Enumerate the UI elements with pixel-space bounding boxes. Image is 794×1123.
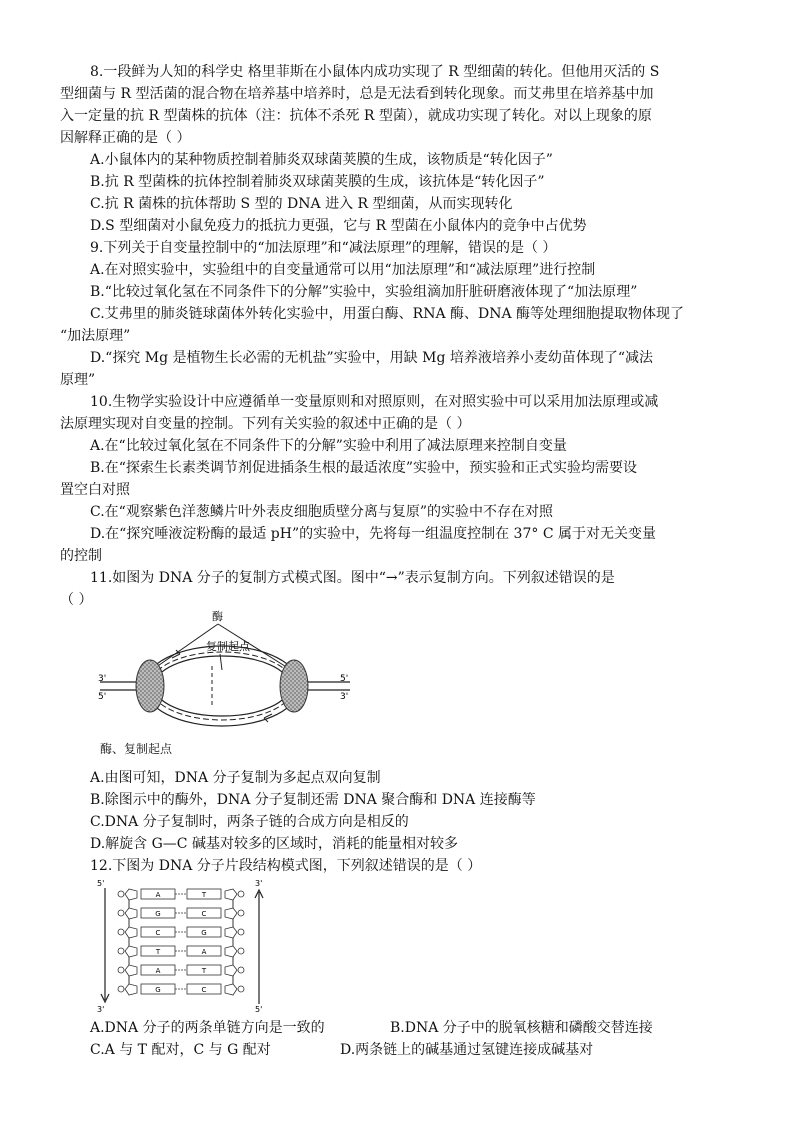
base-label-right: T: [201, 967, 207, 975]
q8-option-a: A.小鼠体内的某种物质控制着肺炎双球菌荚膜的生成，该物质是“转化因子”: [90, 152, 553, 168]
dna-structure-figure: [95, 878, 285, 1014]
phosphate-right: [238, 948, 244, 954]
phosphate-right: [238, 891, 244, 897]
origin-label: 复制起点: [206, 640, 250, 653]
figure-caption: 酶、复制起点: [100, 742, 173, 756]
label-bottom-right: 5': [255, 1005, 263, 1014]
q10-line-2: 法原理实现对自变量的控制。下列有关实验的叙述中正确的是（ ）: [60, 416, 471, 432]
q11-option-b: B.除图示中的酶外，DNA 分子复制还需 DNA 聚合酶和 DNA 连接酶等: [90, 792, 536, 808]
q12-option-c: C.A 与 T 配对，C 与 G 配对: [90, 1042, 271, 1058]
q12-option-b: B.DNA 分子中的脱氧核糖和磷酸交替连接: [390, 1020, 653, 1036]
phosphate-right: [238, 910, 244, 916]
base-label-right: C: [201, 910, 207, 918]
deoxyribose-left: [125, 984, 137, 995]
q8-option-b: B.抗 R 型菌株的抗体控制着肺炎双球菌荚膜的生成，该抗体是“转化因子”: [90, 174, 545, 190]
replication-bubble-innermost: [154, 656, 290, 716]
q11-stem: 11.如图为 DNA 分子的复制方式模式图。图中“→”表示复制方向。下列叙述错误的是: [90, 570, 615, 586]
q9-option-c: C.艾弗里的肺炎链球菌体外转化实验中，用蛋白酶、RNA 酶、DNA 酶等处理细胞提取物体现了: [90, 306, 685, 322]
q10-line-1: 10.生物学实验设计中应遵循单一变量原则和对照原则，在对照实验中可以采用加法原理或减: [90, 394, 659, 410]
replication-bubble-outer: [144, 646, 300, 726]
label-3prime-left: 3': [98, 674, 107, 684]
deoxyribose-left: [125, 965, 137, 976]
q10-option-c: C.在“观察紫色洋葱鳞片叶外表皮细胞质壁分离与复原”的实验中不存在对照: [90, 504, 553, 520]
q8-option-d: D.S 型细菌对小鼠免疫力的抵抗力更强，它与 R 型菌在小鼠体内的竞争中占优势: [90, 218, 587, 234]
base-label-left: T: [155, 948, 161, 956]
base-label-left: C: [155, 929, 161, 937]
deoxyribose-right: [225, 984, 237, 995]
label-3prime-right: 3': [340, 692, 349, 702]
base-label-right: G: [201, 929, 207, 937]
q8-line-4: 因解释正确的是（ ）: [60, 130, 191, 146]
q12-option-a: A.DNA 分子的两条单链方向是一致的: [90, 1020, 325, 1036]
phosphate-left: [118, 948, 124, 954]
deoxyribose-right: [225, 946, 237, 957]
q10-option-b: B.在“探索生长素类调节剂促进插条生根的最适浓度”实验中，预实验和正式实验均需要设: [90, 460, 638, 476]
q9-option-c-cont: “加法原理”: [60, 328, 131, 344]
q8-line-1: 8.一段鲜为人知的科学史 格里菲斯在小鼠体内成功实现了 R 型细菌的转化。但他用灭活的 S: [90, 64, 660, 80]
q10-option-b-cont: 置空白对照: [60, 482, 130, 498]
deoxyribose-left: [125, 889, 137, 900]
phosphate-right: [238, 986, 244, 992]
label-bottom-left: 3': [97, 1005, 105, 1014]
dna-ladder: [118, 889, 244, 995]
phosphate-right: [238, 929, 244, 935]
label-top-left: 5': [97, 879, 105, 888]
q9-option-d: D.“探究 Mg 是植物生长必需的无机盐”实验中，用缺 Mg 培养液培养小麦幼苗体现了“减法: [90, 350, 654, 366]
deoxyribose-right: [225, 889, 237, 900]
phosphate-left: [118, 910, 124, 916]
base-label-right: C: [201, 986, 207, 994]
deoxyribose-right: [225, 927, 237, 938]
base-label-right: T: [201, 891, 207, 899]
q11-option-a: A.由图可知，DNA 分子复制为多起点双向复制: [90, 770, 381, 786]
q9-stem: 9.下列关于自变量控制中的“加法原理”和“减法原理”的理解，错误的是（ ）: [90, 240, 557, 256]
helicase-left: [136, 660, 164, 712]
base-label-left: G: [155, 910, 161, 918]
label-5prime-left: 5': [98, 692, 107, 702]
q11-paren: （ ）: [60, 592, 93, 608]
base-label-left: A: [155, 891, 161, 899]
base-label-left: A: [155, 967, 161, 975]
dna-replication-figure: [100, 606, 360, 746]
q8-line-2: 型细菌与 R 型活菌的混合物在培养基中培养时，总是无法看到转化现象。而艾弗里在培养基中加: [60, 86, 654, 102]
q12-stem: 12.下图为 DNA 分子片段结构模式图，下列叙述错误的是（ ）: [90, 858, 482, 874]
q10-option-d: D.在“探究唾液淀粉酶的最适 pH”的实验中，先将每一组温度控制在 37° C 属于对无关变量: [90, 526, 656, 542]
q11-option-d: D.解旋含 G—C 碱基对较多的区域时，消耗的能量相对较多: [90, 836, 458, 852]
q12-option-d: D.两条链上的碱基通过氢键连接成碱基对: [340, 1042, 594, 1058]
phosphate-left: [118, 929, 124, 935]
enzyme-label: 酶: [212, 610, 223, 623]
deoxyribose-left: [125, 908, 137, 919]
q10-option-d-cont: 的控制: [60, 548, 102, 564]
q8-line-3: 入一定量的抗 R 型菌株的抗体（注：抗体不杀死 R 型菌），就成功实现了转化。对以上现象的原: [60, 108, 652, 124]
q11-option-c: C.DNA 分子复制时，两条子链的合成方向是相反的: [90, 814, 409, 830]
deoxyribose-right: [225, 965, 237, 976]
phosphate-left: [118, 986, 124, 992]
base-label-right: A: [201, 948, 207, 956]
label-5prime-right: 5': [340, 674, 349, 684]
label-top-right: 3': [255, 879, 263, 888]
q10-option-a: A.在“比较过氧化氢在不同条件下的分解”实验中利用了减法原理来控制自变量: [90, 438, 567, 454]
deoxyribose-left: [125, 927, 137, 938]
base-label-left: G: [155, 986, 161, 994]
deoxyribose-left: [125, 946, 137, 957]
phosphate-left: [118, 967, 124, 973]
q8-option-c: C.抗 R 菌株的抗体帮助 S 型的 DNA 进入 R 型细菌，从而实现转化: [90, 196, 513, 212]
q9-option-d-cont: 原理”: [60, 372, 96, 388]
helicase-right: [280, 660, 308, 712]
q9-option-a: A.在对照实验中，实验组中的自变量通常可以用“加法原理”和“减法原理”进行控制: [90, 262, 596, 278]
q9-option-b: B.“比较过氧化氢在不同条件下的分解”实验中，实验组滴加肝脏研磨液体现了“加法原理”: [90, 284, 638, 300]
phosphate-left: [118, 891, 124, 897]
replication-bubble-inner: [150, 652, 294, 720]
phosphate-right: [238, 967, 244, 973]
deoxyribose-right: [225, 908, 237, 919]
